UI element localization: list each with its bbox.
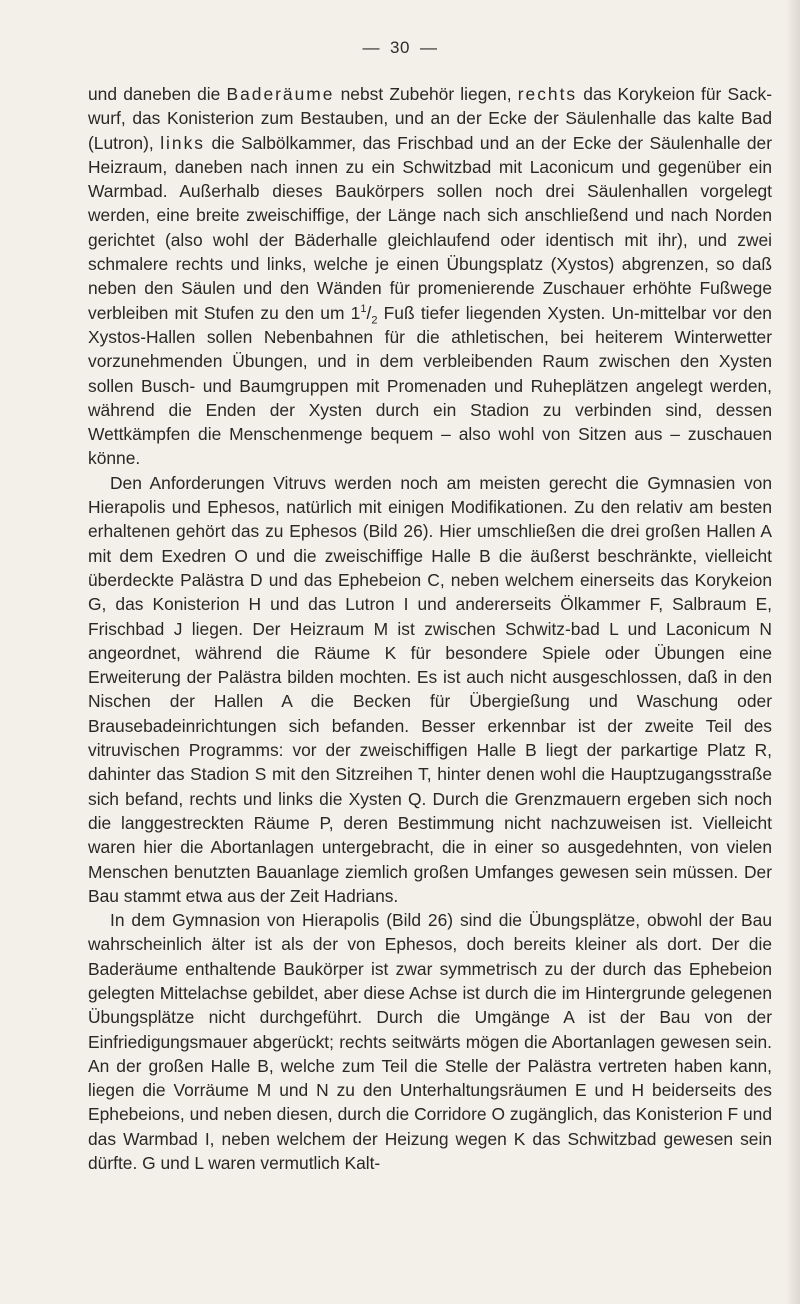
paragraph: [88, 908, 772, 1175]
paragraph: [88, 82, 772, 471]
text-run: die Salbölkammer, das Frischbad und an der Ecke der Säulenhalle der Heizraum, daneben nach innen zu ein Schwitzbad mit Laconicum und gegenüber ein Warmbad. Außerhalb dieses Baukörpers sollen noch drei Säulenhallen vorgelegt werden, eine breite zweischiffige, der Länge nach sich anschließend und nach Norden gerichtet (also wohl der Bäderhalle gleichlaufend oder identisch mit ihr), und zwei schmalere rechts und links, welche je einen Übungsplatz (Xystos) abgrenzen, so daß neben den Säulen und den Wänden für promenierende Zuschauer erhöhte Fußwege verbleiben mit Stufen zu den um 1: [88, 132, 772, 323]
page-number: [0, 38, 800, 58]
paragraph: [88, 471, 772, 908]
emphasized-text: links: [160, 132, 205, 153]
emphasized-text: Baderäume: [226, 84, 335, 104]
text-run: /: [366, 302, 372, 323]
body-text: [88, 82, 772, 1175]
page-number-dash-right: —: [419, 38, 438, 57]
text-run: Den Anforderungen Vitruvs werden noch am meisten gerecht die Gymnasien von Hierapolis und Ephesos, natürlich mit einigen Modifikationen. Zu den relativ am besten erhaltenen gehört das zu Ephesos (Bild 26). Hier umschließen die drei großen Hallen A mit dem Exedren O und die zweischiffige Halle B die äußerst beschränkte, vielleicht überdeckte Palästra D und das Ephebeion C, neben welchem einerseits das Korykeion G, das Konisterion H und das Lutron I und andererseits Ölkammer F, Salbraum E, Frischbad J liegen. Der Heizraum M ist zwischen Schwitz-bad L und Laconicum N angeordnet, während die Räume K für besondere Spiele oder Übungen eine Erweiterung der Palästra bilden mochten. Es ist auch nicht ausgeschlossen, daß in den Nischen der Hallen A die Becken für Übergießung und Waschung oder Brausebadeinrichtungen sich befanden. Besser erkennbar ist der zweite Teil des vitruvischen Programms: vor der zweischiffigen Halle B liegt der parkartige Platz R, dahinter das Stadion S mit den Sitzreihen T, hinter denen wohl die Hauptzugangsstraße sich befand, rechts und links die Xysten Q. Durch die Grenzmauern ergeben sich noch die langgestreckten Räume P, deren Bestimmung nicht nachzuweisen ist. Vielleicht waren hier die Abortanlagen untergebracht, die in einer so ausgedehnten, von vielen Menschen benutzten Bauanlage ziemlich großen Umfanges gewesen sein müssen. Der Bau stammt etwa aus der Zeit Hadrians.: [88, 472, 772, 906]
text-run: nebst Zubehör liegen,: [334, 84, 518, 104]
emphasized-text: rechts: [517, 84, 578, 104]
text-run: und daneben die: [88, 84, 227, 104]
text-run: In dem Gymnasion von Hierapolis (Bild 26) sind die Übungsplätze, obwohl der Bau wahrscheinlich älter ist als der von Ephesos, doch bereits kleiner als dort. Der die Baderäume enthaltende Baukörper ist zwar symmetrisch zu der durch das Ephebeion gelegten Mittelachse gebildet, aber diese Achse ist durch die im Hintergrunde gelegenen Übungsplätze nicht durchgeführt. Durch die Umgänge A ist der Bau von der Einfriedigungsmauer abgerückt; rechts seitwärts mögen die Abortanlagen gewesen sein. An der großen Halle B, welche zum Teil die Stelle der Palästra vertreten haben kann, liegen die Vorräume M und N zu den Unterhaltungsräumen E und H beiderseits des Ephebeions, und neben diesen, durch die Corridore O zugänglich, das Konisterion F und das Warmbad I, neben welchem der Heizung wegen K das Schwitzbad gewesen sein dürfte. G und L waren vermutlich Kalt-: [88, 910, 772, 1174]
text-run: Fuß tiefer liegenden Xysten. Un-mittelbar vor den Xystos-Hallen sollen Nebenbahnen für die athletischen, bei heiterem Winterwetter vorzunehmenden Übungen, und in dem verbleibenden Raum zwischen den Xysten sollen Busch- und Baumgruppen mit Promenaden und Ruheplätzen angelegt werden, während die Enden der Xysten durch ein Stadion zu verbinden sind, dessen Wettkämpfen die Menschenmenge bequem – also wohl von Sitzen aus – zuschauen könne.: [88, 302, 772, 469]
text-run: das Korykeion für Sack-wurf, das Konisterion zum Bestauben, und an der Ecke der Säulenhalle das kalte Bad (Lutron),: [88, 84, 772, 153]
page-number-value: 30: [390, 38, 410, 57]
fraction-part: 1: [360, 302, 367, 315]
page-number-dash-left: —: [362, 38, 381, 57]
fraction-part: 2: [371, 314, 378, 327]
page-edge-shadow: [786, 0, 800, 1304]
